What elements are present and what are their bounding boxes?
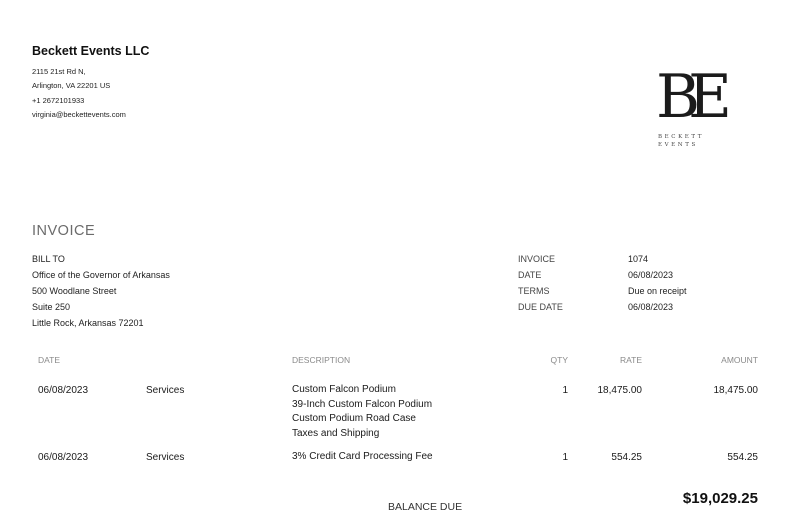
row-qty: 1 — [562, 452, 568, 463]
row-qty: 1 — [562, 385, 568, 396]
row-description — [292, 450, 433, 465]
document-title: INVOICE — [32, 223, 96, 239]
bill-to-suite: Suite 250 — [32, 302, 71, 312]
balance-due-value: $19,029.25 — [682, 490, 758, 507]
balance-due-label: BALANCE DUE — [388, 501, 463, 513]
row-amount: 554.25 — [727, 452, 758, 463]
description-line: Custom Falcon Podium — [292, 384, 396, 395]
company-city: Arlington, VA 22201 US — [32, 81, 111, 90]
row-type: Services — [146, 385, 185, 396]
column-header-amount: AMOUNT — [721, 355, 758, 365]
logo-wordmark-line2: EVENTS — [658, 142, 698, 148]
row-date: 06/08/2023 — [38, 385, 89, 396]
description-line: Taxes and Shipping — [292, 427, 380, 439]
logo-wordmark-line1: BECKETT — [658, 134, 705, 140]
bill-to-name: Office of the Governor of Arkansas — [32, 270, 170, 280]
due-date-value: 06/08/2023 — [628, 302, 674, 312]
row-amount: 18,475.00 — [713, 385, 758, 396]
row-description — [292, 383, 432, 441]
description-line: Custom Podium Road Case — [292, 413, 416, 424]
description-line: 3% Credit Card Processing Fee — [292, 451, 433, 462]
column-header-date: DATE — [38, 355, 61, 365]
company-logo — [652, 62, 732, 156]
bill-to-label: BILL TO — [32, 254, 65, 264]
invoice-number-label: INVOICE — [518, 254, 556, 264]
bill-to-city: Little Rock, Arkansas 72201 — [32, 318, 144, 328]
logo-monogram: BE — [656, 62, 720, 132]
invoice-number-value: 1074 — [628, 254, 649, 264]
terms-value: Due on receipt — [628, 286, 687, 296]
due-date-label: DUE DATE — [518, 302, 563, 312]
description-line: 39-Inch Custom Falcon Podium — [292, 398, 433, 410]
company-name: Beckett Events LLC — [32, 44, 150, 58]
row-rate: 18,475.00 — [597, 385, 642, 396]
column-header-description: DESCRIPTION — [292, 355, 351, 365]
column-header-qty: QTY — [550, 355, 568, 365]
company-street: 2115 21st Rd N, — [32, 67, 86, 76]
company-email: virginia@beckettevents.com — [32, 110, 126, 119]
row-rate: 554.25 — [611, 452, 642, 463]
company-phone: +1 2672101933 — [32, 96, 85, 105]
row-type: Services — [146, 452, 185, 463]
row-date: 06/08/2023 — [38, 452, 89, 463]
bill-to-street: 500 Woodlane Street — [32, 286, 117, 296]
invoice-date-value: 06/08/2023 — [628, 270, 674, 280]
invoice-date-label: DATE — [518, 270, 542, 280]
terms-label: TERMS — [518, 286, 550, 296]
column-header-rate: RATE — [619, 355, 642, 365]
